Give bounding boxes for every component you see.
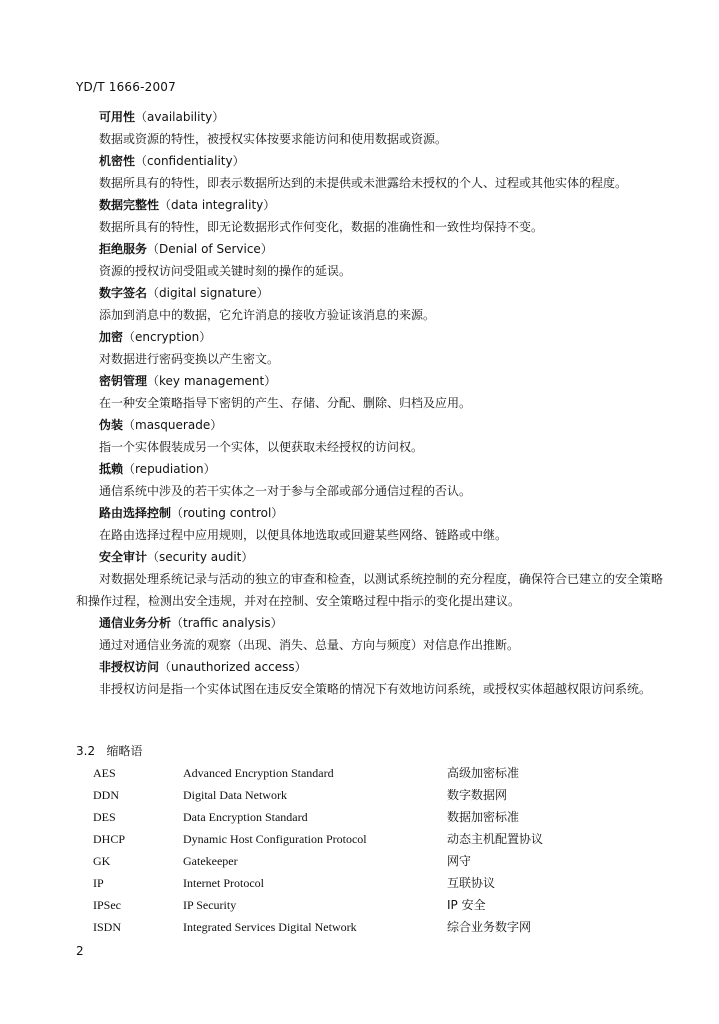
term-chinese: 路由选择控制 (99, 506, 172, 520)
abbreviation-row (76, 828, 636, 850)
abbreviation-chinese: 数字数据网 (447, 788, 508, 802)
term-english: （security audit） (147, 550, 254, 564)
term-chinese: 非授权访问 (99, 660, 160, 674)
term-definition: 数据或资源的特性，被授权实体按要求能访问和使用数据或资源。 (99, 132, 448, 146)
term-definition: 数据所具有的特性，即无论数据形式作何变化，数据的准确性和一致性均保持不变。 (99, 220, 544, 234)
term-heading (76, 194, 664, 216)
term-definition: 在路由选择过程中应用规则，以便具体地选取或回避某些网络、链路或中继。 (99, 528, 508, 542)
term-chinese: 机密性 (99, 154, 136, 168)
term-english: （key management） (147, 374, 277, 388)
term-definition: 非授权访问是指一个实体试图在违反安全策略的情况下有效地访问系统，或授权实体超越权限访问系统。 (99, 682, 652, 696)
term-english: （encryption） (123, 330, 212, 344)
term-heading (76, 370, 664, 392)
abbreviation-code: DES (93, 810, 116, 824)
term-english: （traffic analysis） (171, 616, 283, 630)
term-heading (76, 150, 664, 172)
document-id-header: YD/T 1666-2007 (76, 80, 176, 94)
abbreviation-full-name: Integrated Services Digital Network (183, 920, 357, 934)
abbreviation-row (76, 850, 636, 872)
term-chinese: 数据完整性 (99, 198, 160, 212)
term-chinese: 伪装 (99, 418, 124, 432)
term-english: （masquerade） (123, 418, 223, 432)
term-chinese: 密钥管理 (99, 374, 148, 388)
term-english: （repudiation） (123, 462, 216, 476)
abbreviation-row (76, 872, 636, 894)
term-definition: 对数据处理系统记录与活动的独立的审查和检查，以测试系统控制的充分程度，确保符合已建立的安全策略和操作过程，检测出安全违规，并对在控制、安全策略过程中指示的变化提出建议。 (76, 572, 664, 608)
term-heading (76, 656, 664, 678)
term-definition: 在一种安全策略指导下密钥的产生、存储、分配、删除、归档及应用。 (99, 396, 472, 410)
term-chinese: 抵赖 (99, 462, 124, 476)
term-heading (76, 282, 664, 304)
section-title: 缩略语 (106, 744, 143, 758)
abbreviations-section (76, 740, 636, 938)
section-number: 3.2 (76, 744, 96, 758)
abbreviation-chinese: 动态主机配置协议 (447, 832, 544, 846)
abbreviation-full-name: Data Encryption Standard (183, 810, 308, 824)
term-english: （unauthorized access） (159, 660, 307, 674)
term-heading (76, 414, 664, 436)
abbreviation-row (76, 762, 636, 784)
abbreviation-row (76, 916, 636, 938)
term-chinese: 安全审计 (99, 550, 148, 564)
abbreviation-code: DHCP (93, 832, 126, 846)
abbreviation-code: IPSec (93, 898, 121, 912)
term-heading (76, 458, 664, 480)
abbreviation-code: AES (93, 766, 116, 780)
abbreviation-chinese: IP 安全 (447, 898, 486, 912)
abbreviation-chinese: 互联协议 (447, 876, 496, 890)
abbreviation-code: IP (93, 876, 104, 890)
abbreviation-chinese: 数据加密标准 (447, 810, 520, 824)
term-english: （data integrality） (159, 198, 276, 212)
term-heading (76, 238, 664, 260)
term-english: （Denial of Service） (147, 242, 273, 256)
term-chinese: 可用性 (99, 110, 136, 124)
abbreviation-code: GK (93, 854, 111, 868)
term-english: （digital signature） (147, 286, 269, 300)
section-heading (76, 740, 636, 762)
abbreviation-chinese: 高级加密标准 (447, 766, 520, 780)
term-english: （routing control） (171, 506, 284, 520)
term-chinese: 数字签名 (99, 286, 148, 300)
term-english: （confidentiality） (135, 154, 245, 168)
abbreviation-row (76, 806, 636, 828)
abbreviations-table (76, 762, 636, 938)
abbreviation-full-name: Digital Data Network (183, 788, 287, 802)
term-heading (76, 502, 664, 524)
abbreviation-chinese: 综合业务数字网 (447, 920, 532, 934)
term-chinese: 通信业务分析 (99, 616, 172, 630)
abbreviation-full-name: Gatekeeper (183, 854, 238, 868)
abbreviation-full-name: IP Security (183, 898, 237, 912)
term-heading (76, 106, 664, 128)
abbreviation-full-name: Internet Protocol (183, 876, 264, 890)
term-english: （availability） (135, 110, 225, 124)
term-heading (76, 326, 664, 348)
abbreviation-row (76, 894, 636, 916)
abbreviation-full-name: Dynamic Host Configuration Protocol (183, 832, 367, 846)
term-chinese: 拒绝服务 (99, 242, 148, 256)
term-definition: 对数据进行密码变换以产生密文。 (99, 352, 280, 366)
terms-list (76, 106, 664, 700)
abbreviation-chinese: 网守 (447, 854, 472, 868)
abbreviation-full-name: Advanced Encryption Standard (183, 766, 334, 780)
term-definition: 指一个实体假装成另一个实体，以便获取未经授权的访问权。 (99, 440, 424, 454)
term-chinese: 加密 (99, 330, 124, 344)
term-heading (76, 612, 664, 634)
page-number: 2 (76, 944, 84, 958)
abbreviation-code: DDN (93, 788, 119, 802)
term-definition: 添加到消息中的数据，它允许消息的接收方验证该消息的来源。 (99, 308, 436, 322)
abbreviation-code: ISDN (93, 920, 122, 934)
term-definition: 资源的授权访问受阻或关键时刻的操作的延误。 (99, 264, 352, 278)
term-definition: 数据所具有的特性，即表示数据所达到的未提供或未泄露给未授权的个人、过程或其他实体的程度。 (99, 176, 628, 190)
abbreviation-row (76, 784, 636, 806)
term-definition: 通信系统中涉及的若干实体之一对于参与全部或部分通信过程的否认。 (99, 484, 472, 498)
term-heading (76, 546, 664, 568)
term-definition: 通过对通信业务流的观察（出现、消失、总量、方向与频度）对信息作出推断。 (99, 638, 520, 652)
